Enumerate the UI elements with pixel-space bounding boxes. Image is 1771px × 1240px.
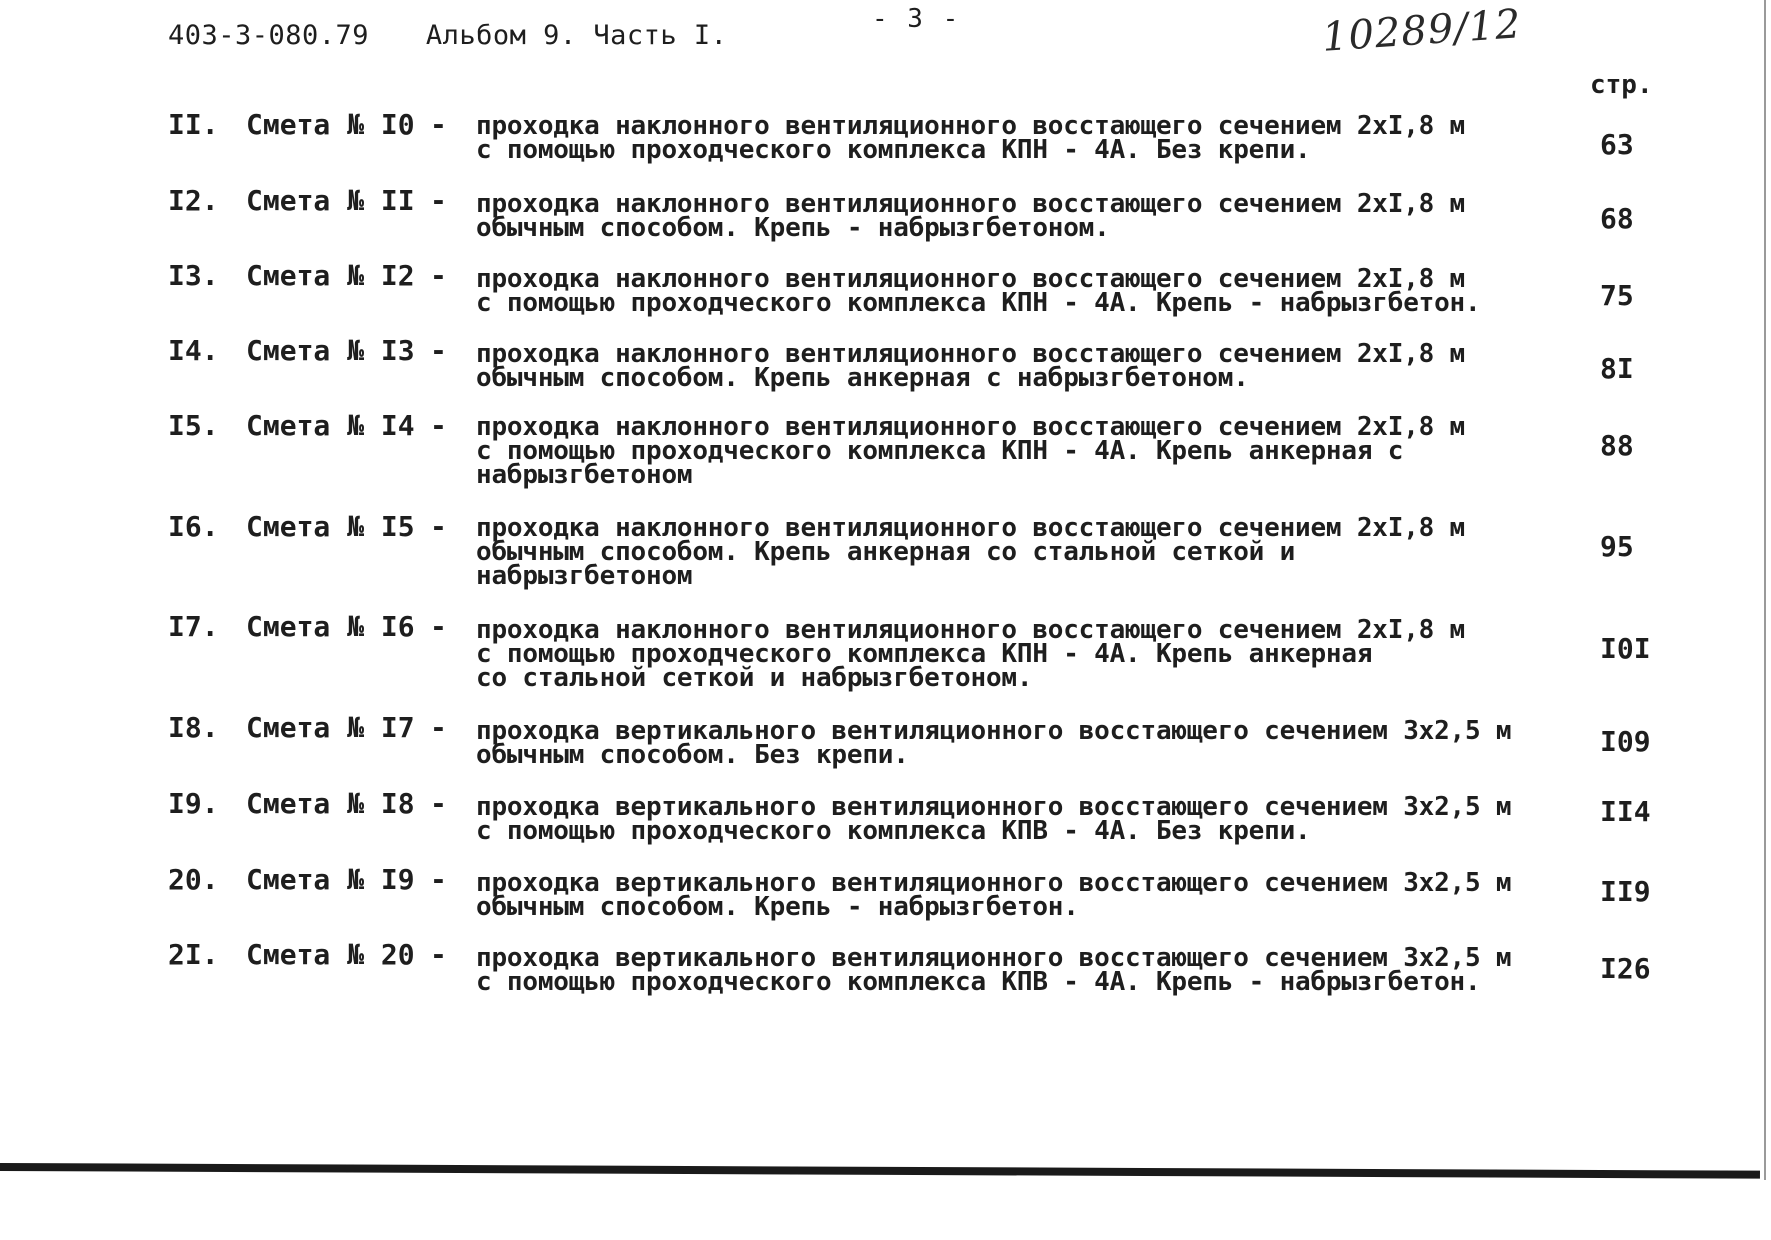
entry-dash: - [430,510,447,543]
entry-dash: - [430,334,447,367]
album-info: Альбом 9. Часть I. [425,20,728,51]
entry-number: I3. [168,259,219,292]
estimate-label: Смета № I9 [246,863,415,896]
entry-description: проходка вертикального вентиляционного восстающего сечением 3х2,5 м с помощью проходческого комплекса КПВ - 4А. Без крепи. [476,792,1512,846]
entry-dash: - [430,787,447,820]
page-reference: 95 [1600,530,1634,563]
estimate-label: Смета № I3 [246,334,415,367]
entry-description: проходка вертикального вентиляционного восстающего сечением 3х2,5 м обычным способом. Крепь - набрызгбетон. [476,868,1512,922]
entry-dash: - [430,259,447,292]
entry-dash: - [430,938,447,971]
estimate-label: Смета № I8 [246,787,415,820]
page-reference: I0I [1600,632,1651,665]
page-number: - 3 - [872,4,961,34]
entry-description: проходка наклонного вентиляционного восстающего сечением 2хI,8 м с помощью проходческого комплекса КПН - 4А. Крепь анкерная с набрызгбетоном [476,412,1466,490]
document-header [168,20,727,51]
page-reference: I09 [1600,725,1651,758]
entry-dash: - [430,711,447,744]
estimate-label: Смета № I0 [246,108,415,141]
handwritten-archive-number: 10289/12 [1320,1,1523,61]
entry-description: проходка наклонного вентиляционного восстающего сечением 2хI,8 м с помощью проходческого комплекса КПН - 4А. Крепь анкерная со стальной сеткой и набрызгбетоном. [476,615,1466,693]
page-reference: 68 [1600,202,1634,235]
entry-description: проходка вертикального вентиляционного восстающего сечением 3х2,5 м с помощью проходческого комплекса КПВ - 4А. Крепь - набрызгбетон. [476,943,1512,997]
entry-number: I8. [168,711,219,744]
estimate-label: Смета № I5 [246,510,415,543]
entry-number: I9. [168,787,219,820]
entry-description: проходка наклонного вентиляционного восстающего сечением 2хI,8 м обычным способом. Крепь - набрызгбетоном. [476,189,1466,243]
estimate-label: Смета № I4 [246,409,415,442]
entry-dash: - [430,863,447,896]
page-reference: 75 [1600,279,1634,312]
estimate-label: Смета № I7 [246,711,415,744]
page-reference: II4 [1600,795,1651,828]
page-reference: 88 [1600,429,1634,462]
entry-dash: - [430,409,447,442]
page-reference: II9 [1600,875,1651,908]
entry-description: проходка наклонного вентиляционного восстающего сечением 2хI,8 м обычным способом. Крепь анкерная со стальной сеткой и набрызгбетоном [476,513,1466,591]
estimate-label: Смета № I2 [246,259,415,292]
entry-dash: - [430,108,447,141]
entry-dash: - [430,610,447,643]
doc-code: 403-3-080.79 [168,20,370,51]
entry-number: II. [168,108,219,141]
page-reference: I26 [1600,952,1651,985]
entry-description: проходка вертикального вентиляционного восстающего сечением 3х2,5 м обычным способом. Без крепи. [476,716,1512,770]
entry-number: 20. [168,863,219,896]
page-edge-line [1764,0,1766,1180]
estimate-label: Смета № I6 [246,610,415,643]
entry-number: I2. [168,184,219,217]
entry-number: I6. [168,510,219,543]
entry-description: проходка наклонного вентиляционного восстающего сечением 2хI,8 м с помощью проходческого комплекса КПН - 4А. Без крепи. [476,111,1466,165]
entry-dash: - [430,184,447,217]
estimate-label: Смета № II [246,184,415,217]
bottom-border-line [0,1163,1760,1179]
entry-number: I5. [168,409,219,442]
entry-number: 2I. [168,938,219,971]
page-column-header: стр. [1590,70,1653,100]
entry-description: проходка наклонного вентиляционного восстающего сечением 2хI,8 м с помощью проходческого комплекса КПН - 4А. Крепь - набрызгбетон. [476,264,1481,318]
entry-description: проходка наклонного вентиляционного восстающего сечением 2хI,8 м обычным способом. Крепь анкерная с набрызгбетоном. [476,339,1466,393]
estimate-label: Смета № 20 [246,938,415,971]
page-reference: 63 [1600,128,1634,161]
entry-number: I7. [168,610,219,643]
page-reference: 8I [1600,352,1634,385]
entry-number: I4. [168,334,219,367]
